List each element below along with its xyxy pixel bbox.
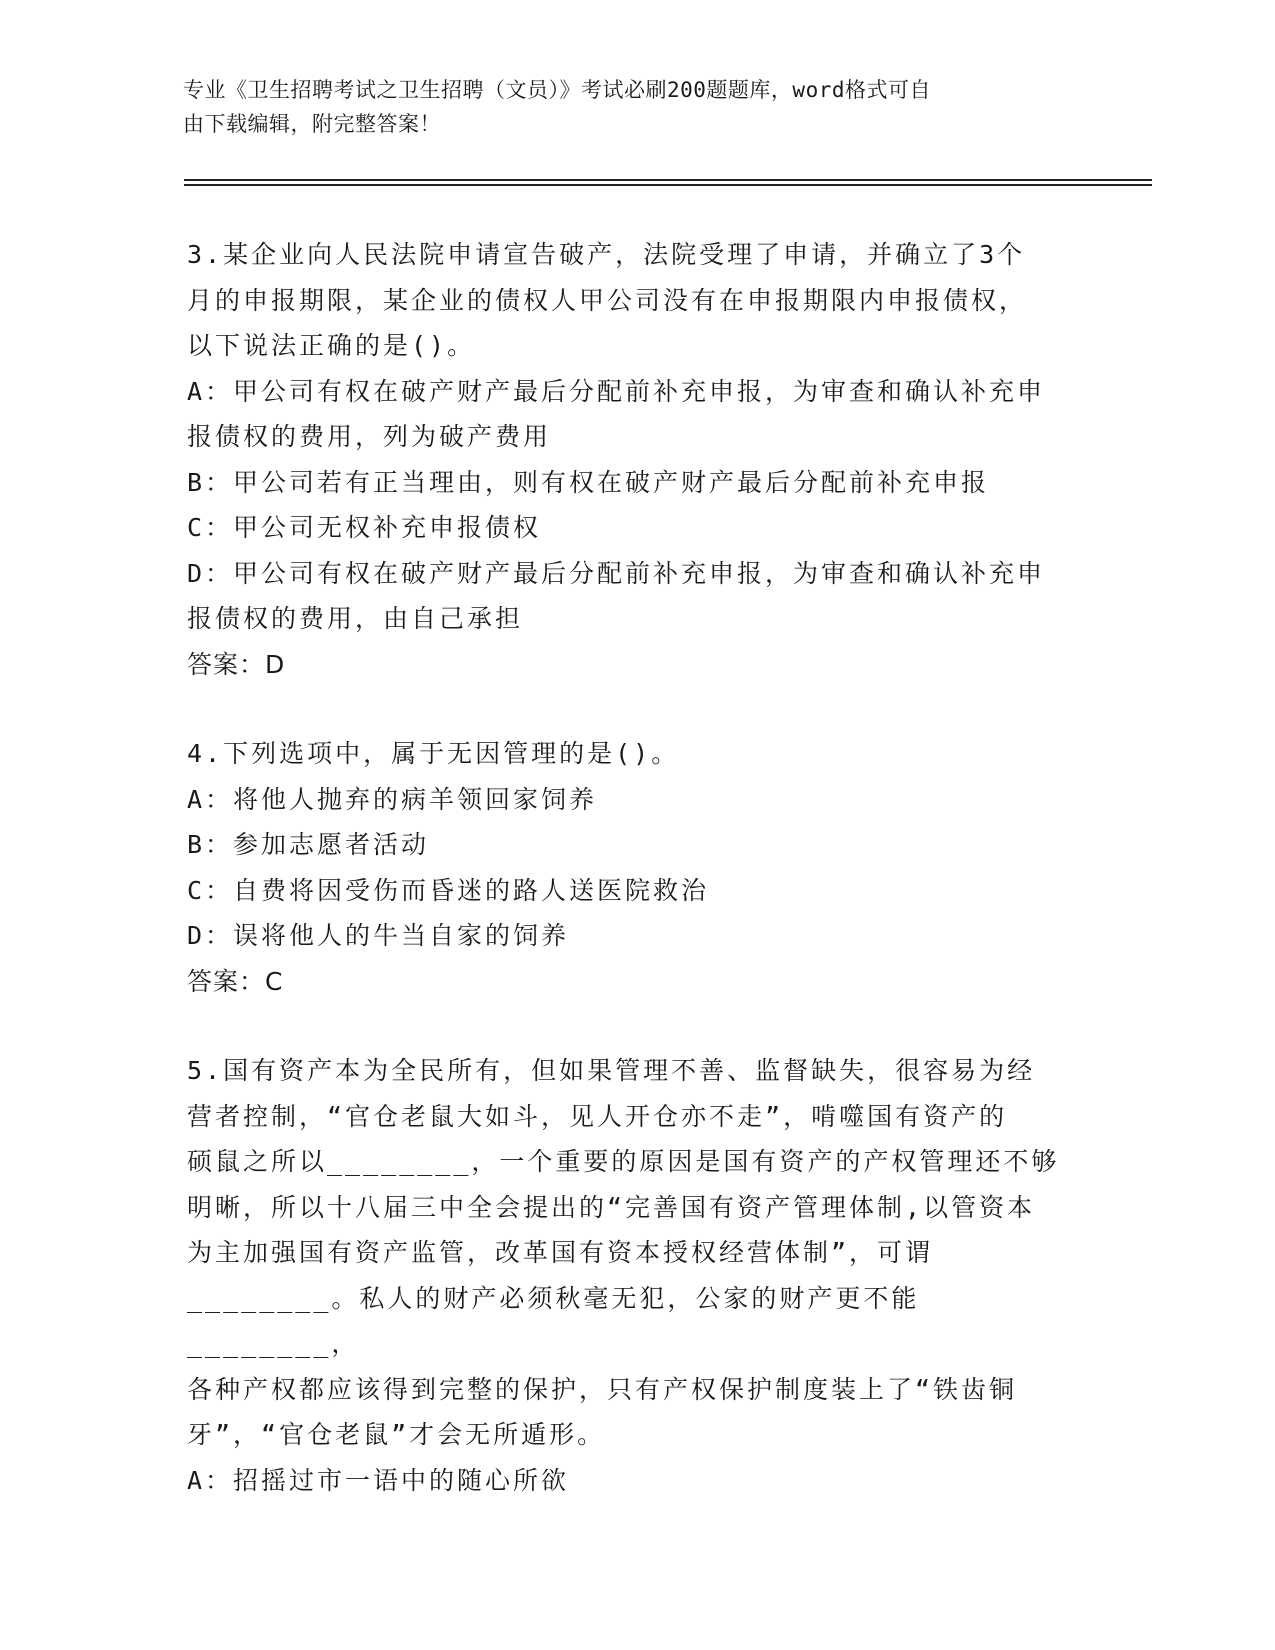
question-3-option-b: B：甲公司若有正当理由，则有权在破产财产最后分配前补充申报 [187,467,990,497]
question-3-option-a: A：甲公司有权在破产财产最后分配前补充申报，为审查和确认补充申 [187,376,1046,406]
page-header [183,73,1063,141]
question-5-stem-line: 营者控制，“官仓老鼠大如斗，见人开仓亦不走”，啃噬国有资产的 [187,1101,1008,1131]
question-5-stem-line: 硕鼠之所以________，一个重要的原因是国有资产的产权管理还不够 [187,1147,1060,1176]
question-3 [187,232,1077,687]
question-4 [187,731,1077,1004]
question-4-option-d: D：误将他人的牛当自家的饲养 [187,921,570,950]
question-5 [187,1048,1077,1503]
question-4-option-c: C：自费将因受伤而昏迷的路人送医院救治 [187,875,710,905]
header-line-2: 由下载编辑，附完整答案！ [183,112,441,136]
header-divider-bottom [184,184,1152,186]
header-divider-top [184,179,1152,181]
question-4-answer: 答案：C [187,966,284,996]
question-5-stem-line: 为主加强国有资产监管，改革国有资本授权经营体制”，可谓 [187,1238,934,1267]
question-3-stem-line: 以下说法正确的是()。 [187,331,476,360]
question-4-option-a: A：将他人抛弃的病羊领回家饲养 [187,784,598,814]
question-5-stem-line: 牙”，“官仓老鼠”才会无所遁形。 [187,1420,606,1449]
question-3-option-c: C：甲公司无权补充申报债权 [187,513,542,542]
question-3-stem-line: 3.某企业向人民法院申请宣告破产，法院受理了申请，并确立了3个 [187,240,1026,269]
question-5-stem-line: 明晰，所以十八届三中全会提出的“完善国有资产管理体制,以管资本 [187,1192,1036,1222]
question-3-option-d-cont: 报债权的费用，由自己承担 [187,604,524,633]
question-5-stem-line: ________。私人的财产必须秋毫无犯，公家的财产更不能________， [187,1283,920,1358]
question-5-stem-line: 5.国有资产本为全民所有，但如果管理不善、监督缺失，很容易为经 [187,1056,1036,1085]
question-list [187,232,1077,1503]
question-3-option-a-cont: 报债权的费用，列为破产费用 [187,422,552,451]
spacer [187,687,1077,731]
question-3-answer: 答案：D [187,649,286,679]
question-4-stem-line: 4.下列选项中，属于无因管理的是()。 [187,739,680,768]
question-5-option-a: A：招摇过市一语中的随心所欲 [187,1465,570,1495]
question-3-stem-line: 月的申报期限，某企业的债权人甲公司没有在申报期限内申报债权， [187,285,1028,315]
question-4-option-b: B：参加志愿者活动 [187,830,430,859]
question-3-option-d: D：甲公司有权在破产财产最后分配前补充申报，为审查和确认补充申 [187,558,1046,588]
spacer [187,1004,1077,1048]
question-5-stem-line: 各种产权都应该得到完整的保护，只有产权保护制度装上了“铁齿铜 [187,1374,1018,1404]
header-line-1: 专业《卫生招聘考试之卫生招聘（文员）》考试必刷200题题库，word格式可自 [183,78,931,102]
